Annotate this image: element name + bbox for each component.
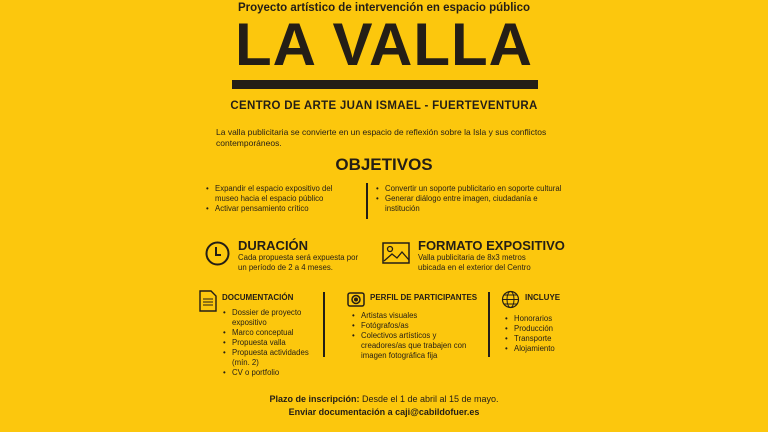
list-item: • CV o portfolio bbox=[223, 368, 320, 378]
duracion-title: DURACIÓN bbox=[238, 238, 309, 253]
duracion-block bbox=[238, 238, 368, 272]
documentacion-block bbox=[222, 293, 320, 378]
poster-title: LA VALLA bbox=[235, 11, 533, 78]
plazo-value: Desde el 1 de abril al 15 de mayo. bbox=[359, 394, 499, 404]
formato-text: Valla publicitaria de 8x3 metros ubicada en el exterior del Centro bbox=[418, 253, 531, 272]
incluye-title: INCLUYE bbox=[525, 293, 561, 302]
list-item: • Expandir el espacio expositivo del museo hacia el espacio público bbox=[206, 184, 356, 204]
subtitle: Proyecto artístico de intervención en espacio público bbox=[237, 2, 531, 14]
list-item: • Fotógrafos/as bbox=[352, 321, 482, 331]
list-item: • Generar diálogo entre imagen, ciudadanía e institución bbox=[376, 194, 571, 214]
list-item: • Alojamiento bbox=[505, 344, 585, 354]
plazo-line bbox=[0, 394, 768, 405]
perfil-title: PERFIL DE PARTICIPANTES bbox=[370, 293, 478, 302]
list-item: • Convertir un soporte publicitario en soporte cultural bbox=[376, 184, 571, 194]
documentacion-title: DOCUMENTACIÓN bbox=[222, 293, 294, 302]
list-item: • Marco conceptual bbox=[223, 328, 320, 338]
list-item: • Activar pensamiento crítico bbox=[206, 204, 356, 214]
plazo-label: Plazo de inscripción: bbox=[269, 394, 360, 404]
enviar-line: Enviar documentación a caji@cabildofuer.es bbox=[288, 407, 480, 417]
perfil-block bbox=[352, 293, 484, 361]
divider bbox=[323, 292, 325, 357]
formato-block bbox=[418, 238, 588, 272]
objetivos-title: OBJETIVOS bbox=[335, 155, 433, 174]
list-item: • Propuesta valla bbox=[223, 338, 320, 348]
divider bbox=[366, 183, 368, 219]
list-item: • Honorarios bbox=[505, 314, 585, 324]
title-underline bbox=[232, 80, 538, 89]
duracion-text: Cada propuesta será expuesta por un período de 2 a 4 meses. bbox=[238, 253, 359, 272]
clock-icon bbox=[205, 241, 230, 266]
document-icon bbox=[199, 290, 217, 312]
image-icon bbox=[382, 242, 410, 264]
objetivos-left-list bbox=[206, 184, 356, 214]
objetivos-right-list bbox=[376, 184, 571, 214]
formato-title: FORMATO EXPOSITIVO bbox=[418, 238, 565, 253]
divider bbox=[488, 292, 490, 357]
list-item: • Colectivos artísticos y creadores/as que trabajen con imagen fotográfica fija bbox=[352, 331, 482, 361]
intro-text: La valla publicitaria se convierte en un espacio de reflexión sobre la Isla y sus conflictos contemporáneos. bbox=[216, 127, 547, 148]
center-name: CENTRO DE ARTE JUAN ISMAEL - FUERTEVENTURA bbox=[230, 100, 538, 112]
list-item: • Propuesta actividades (mín. 2) bbox=[223, 348, 320, 368]
list-item: • Producción bbox=[505, 324, 585, 334]
list-item: • Transporte bbox=[505, 334, 585, 344]
incluye-block bbox=[505, 293, 585, 354]
list-item: • Artistas visuales bbox=[352, 311, 482, 321]
list-item: • Dossier de proyecto expositivo bbox=[223, 308, 320, 328]
